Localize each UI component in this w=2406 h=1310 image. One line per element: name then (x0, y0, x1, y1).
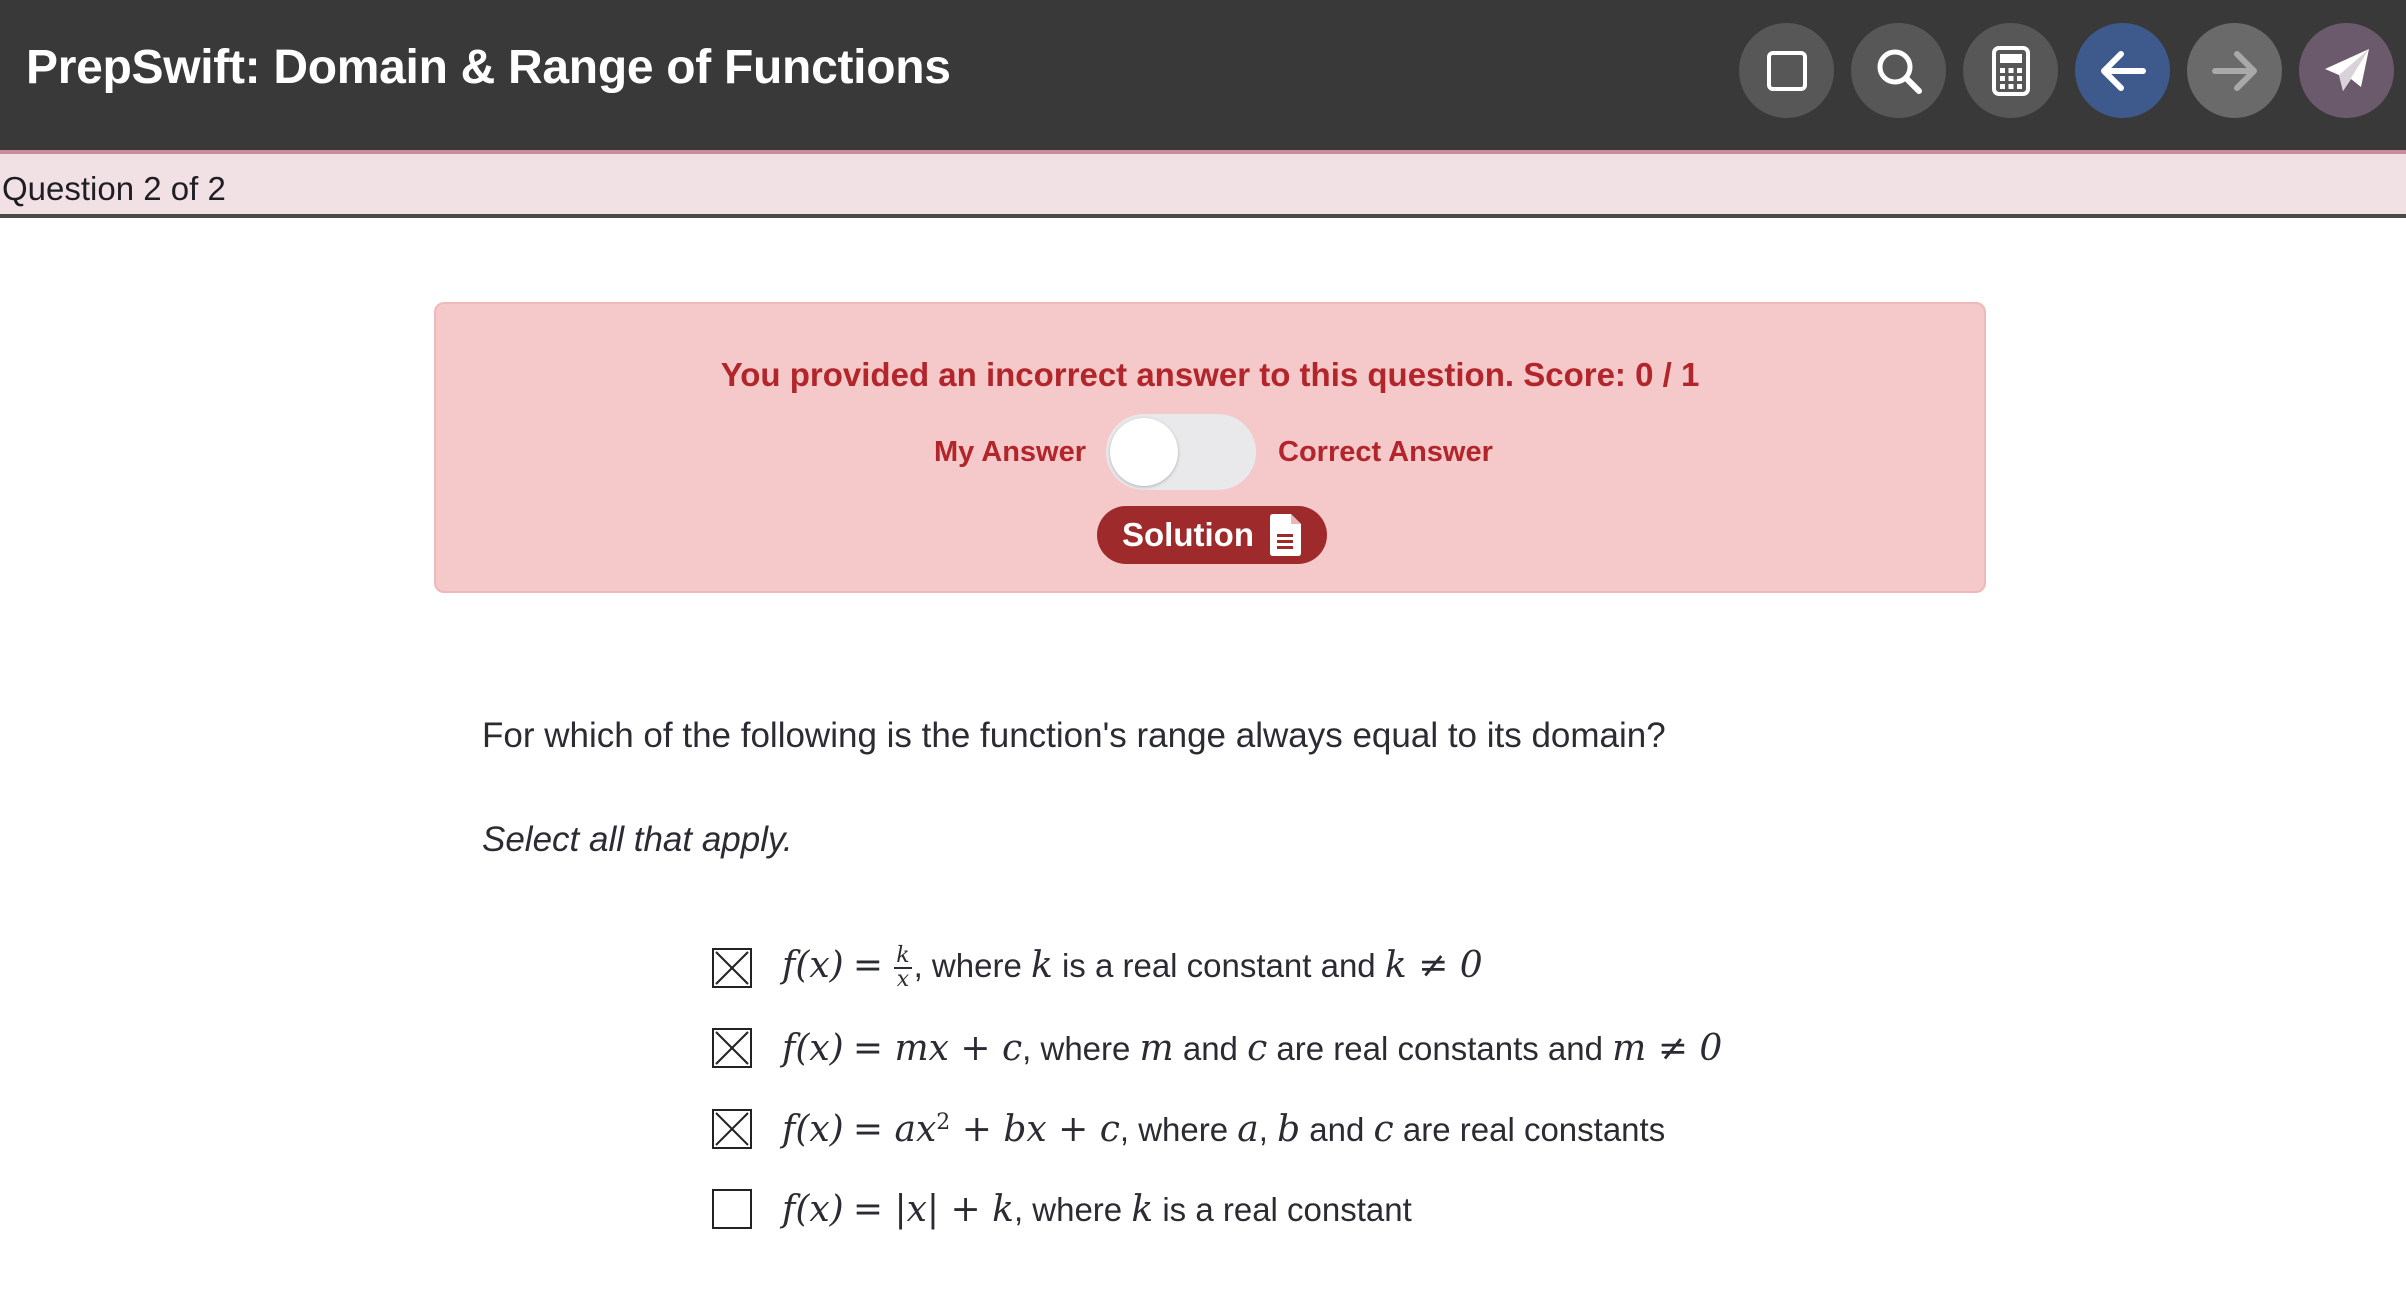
question-text: For which of the following is the function's range always equal to its domain? (482, 716, 1666, 755)
search-icon (1874, 46, 1924, 96)
option-1-frac-den: x (896, 967, 910, 993)
option-3-text3: are real constants (1393, 1110, 1666, 1148)
option-1-fraction (894, 945, 911, 991)
option-2-text3: are real constants and (1267, 1029, 1613, 1067)
answer-option-3[interactable] (712, 1104, 1665, 1154)
forward-button[interactable] (2187, 23, 2282, 118)
option-4-expr: = |x| + k (852, 1188, 1014, 1230)
arrow-left-icon (2099, 49, 2147, 93)
option-2-text2: and (1173, 1029, 1248, 1067)
option-4-label (782, 1189, 1412, 1230)
calculator-icon (1992, 46, 2030, 96)
answer-option-4[interactable] (712, 1184, 1412, 1234)
option-3-checkbox[interactable] (712, 1109, 752, 1149)
option-1-frac-num: k (896, 943, 910, 969)
option-1-eq: = (852, 944, 884, 986)
checked-x-icon (714, 1030, 750, 1066)
option-1-fx: f(x) (782, 944, 844, 986)
checked-x-icon (714, 1111, 750, 1147)
submit-button[interactable] (2299, 23, 2394, 118)
answer-option-1[interactable] (712, 943, 1483, 993)
option-2-var1: m (1139, 1027, 1174, 1069)
option-3-sup: 2 (936, 1109, 951, 1135)
arrow-right-icon (2211, 49, 2259, 93)
toggle-knob (1110, 418, 1178, 486)
calculator-button[interactable] (1963, 23, 2058, 118)
option-3-label (782, 1109, 1665, 1150)
answer-toggle-switch[interactable] (1106, 414, 1256, 490)
option-1-var1: k (1030, 944, 1053, 986)
option-4-var1: k (1131, 1188, 1154, 1230)
document-icon (1268, 513, 1302, 557)
my-answer-label[interactable]: My Answer (934, 436, 1087, 468)
correct-answer-label[interactable]: Correct Answer (1278, 436, 1493, 468)
answer-option-2[interactable] (712, 1023, 1722, 1073)
option-3-sep1: , (1258, 1110, 1278, 1148)
option-3-expr-post: + bx + c (950, 1108, 1120, 1150)
option-3-expr-pre: = ax (852, 1108, 937, 1150)
option-4-text2: is a real constant (1153, 1190, 1412, 1228)
feedback-message: You provided an incorrect answer to this question. Score: 0 / 1 (720, 356, 1700, 393)
option-1-text1: where (922, 946, 1031, 984)
square-icon (1765, 49, 1809, 93)
option-1-text2: is a real constant and (1052, 946, 1385, 984)
option-3-var3: c (1373, 1108, 1394, 1150)
option-2-fx: f(x) (782, 1027, 844, 1069)
option-2-text1: , where (1022, 1029, 1140, 1067)
question-counter: Question 2 of 2 (2, 170, 226, 207)
solution-button[interactable] (1097, 506, 1327, 564)
option-1-comma: , (913, 946, 923, 984)
option-2-label (782, 1028, 1722, 1069)
paper-plane-icon (2321, 45, 2373, 97)
option-2-checkbox[interactable] (712, 1028, 752, 1068)
search-button[interactable] (1851, 23, 1946, 118)
option-2-expr: = mx + c (852, 1027, 1023, 1069)
option-1-cond: k ≠ 0 (1384, 944, 1483, 986)
option-3-fx: f(x) (782, 1108, 844, 1150)
option-2-cond: m ≠ 0 (1612, 1027, 1723, 1069)
option-3-text2: and (1300, 1110, 1374, 1148)
option-3-text1: , where (1119, 1110, 1238, 1148)
question-instruction: Select all that apply. (482, 820, 793, 859)
question-progress-bar (0, 150, 2406, 218)
page-title: PrepSwift: Domain & Range of Functions (26, 41, 951, 94)
option-1-checkbox[interactable] (712, 948, 752, 988)
option-3-var2: b (1277, 1108, 1301, 1150)
checked-x-icon (714, 950, 750, 986)
app-header (0, 0, 2406, 150)
option-4-text1: , where (1013, 1190, 1132, 1228)
option-1-label (782, 945, 1483, 991)
option-4-fx: f(x) (782, 1188, 844, 1230)
option-2-var2: c (1247, 1027, 1268, 1069)
option-4-checkbox[interactable] (712, 1189, 752, 1229)
stop-button[interactable] (1739, 23, 1834, 118)
option-3-var1: a (1237, 1108, 1259, 1150)
back-button[interactable] (2075, 23, 2170, 118)
answer-feedback-panel (434, 302, 1986, 593)
solution-label: Solution (1122, 516, 1254, 553)
